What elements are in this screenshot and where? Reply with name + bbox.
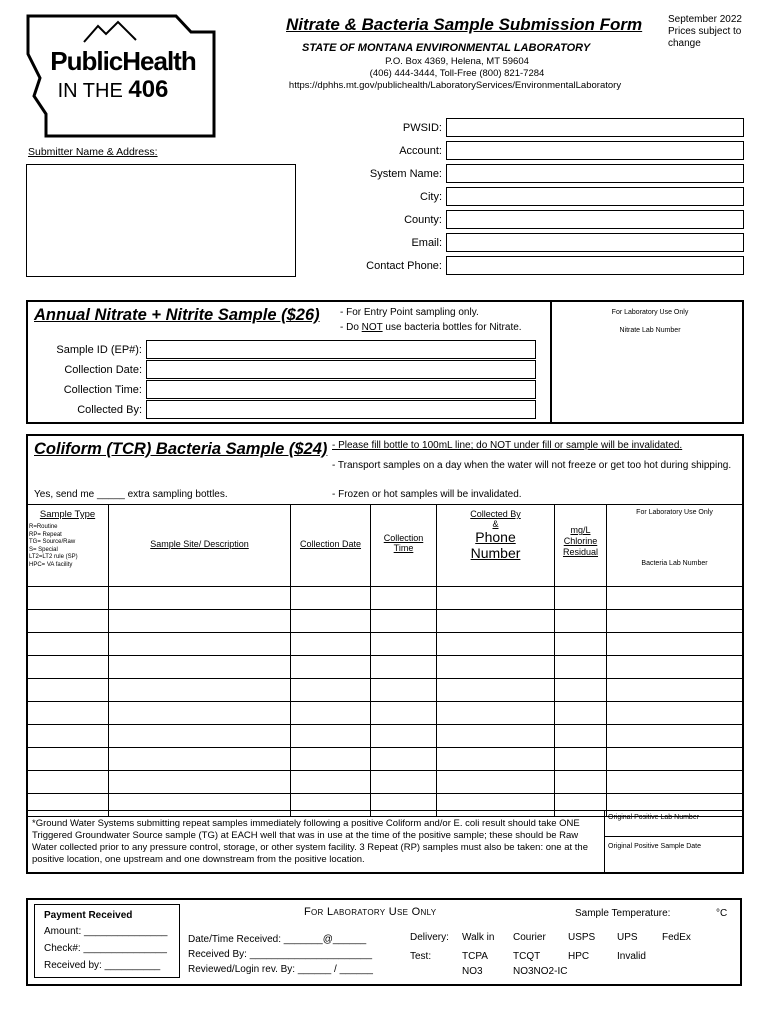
sample-cell[interactable] — [27, 656, 109, 679]
sample-cell[interactable] — [607, 656, 743, 679]
sample-cell[interactable] — [27, 702, 109, 725]
sample-type-legend-item: HPC= VA facility — [29, 561, 73, 568]
delivery-option[interactable]: Courier — [513, 932, 546, 943]
footnote-side-row-divider — [604, 836, 744, 837]
payment-check: Check#: _______________ — [44, 943, 167, 954]
date-time-received: Date/Time Received: _______@______ — [188, 934, 367, 945]
col-sample-type: Sample Type R=Routine RP= Repeat TG= Source/Raw S= Special LT2=LT2 rule (SP) HPC= VA facility — [27, 505, 109, 587]
nitrate-field-input[interactable] — [146, 380, 536, 399]
sample-cell[interactable] — [109, 771, 291, 794]
sample-cell[interactable] — [437, 771, 555, 794]
sample-cell[interactable] — [607, 587, 743, 610]
system-field-label: System Name: — [369, 168, 442, 180]
sample-cell[interactable] — [291, 748, 371, 771]
sample-row — [27, 587, 743, 610]
sample-cell[interactable] — [555, 633, 607, 656]
system-field-input[interactable] — [446, 233, 744, 252]
sample-cell[interactable] — [27, 587, 109, 610]
test-label: Test: — [410, 951, 432, 962]
nitrate-field-label: Collection Date: — [64, 364, 142, 376]
orig-positive-lab-number: Original Positive Lab Number — [608, 814, 700, 821]
system-field-label: Account: — [399, 145, 442, 157]
sample-row — [27, 748, 743, 771]
system-field-input[interactable] — [446, 164, 744, 183]
sample-type-legend-item: R=Routine — [29, 524, 58, 530]
col-collection-time: Collection Time — [371, 505, 437, 587]
sample-cell[interactable] — [27, 725, 109, 748]
sample-cell[interactable] — [371, 748, 437, 771]
footnote-side-divider — [604, 810, 605, 874]
sample-cell[interactable] — [371, 702, 437, 725]
payment-title: Payment Received — [44, 910, 133, 921]
nitrate-note-2: - Do NOT use bacteria bottles for Nitrate. — [340, 322, 522, 333]
system-field-label: Email: — [411, 237, 442, 249]
sample-cell[interactable] — [109, 610, 291, 633]
sample-row — [27, 702, 743, 725]
col-sample-site: Sample Site/ Description — [109, 505, 291, 587]
system-field-label: PWSID: — [402, 122, 442, 134]
sample-cell[interactable] — [607, 610, 743, 633]
sample-temperature: Sample Temperature: — [575, 908, 671, 919]
sample-cell[interactable] — [437, 748, 555, 771]
sample-cell[interactable] — [291, 656, 371, 679]
coliform-note-1: - Please fill bottle to 100mL line; do NOT under fill or sample will be invalidated. — [332, 440, 683, 451]
sample-cell[interactable] — [555, 679, 607, 702]
nitrate-title: Annual Nitrate + Nitrite Sample ($26) — [34, 306, 320, 324]
sample-cell[interactable] — [27, 794, 109, 817]
sample-cell[interactable] — [371, 771, 437, 794]
sample-row — [27, 771, 743, 794]
sample-cell[interactable] — [291, 771, 371, 794]
sample-cell[interactable] — [27, 679, 109, 702]
sample-cell[interactable] — [109, 587, 291, 610]
sample-cell[interactable] — [27, 610, 109, 633]
logo-publichealth: PublicHealth — [50, 46, 196, 76]
sample-cell[interactable] — [437, 610, 555, 633]
sample-cell[interactable] — [371, 610, 437, 633]
sample-cell[interactable] — [291, 633, 371, 656]
sample-cell[interactable] — [437, 679, 555, 702]
sample-cell[interactable] — [109, 633, 291, 656]
coliform-note-2: - Transport samples on a day when the water will not freeze or get too hot during shipping. — [332, 460, 732, 471]
system-field-input[interactable] — [446, 141, 744, 160]
sample-cell[interactable] — [109, 725, 291, 748]
sample-cell[interactable] — [437, 725, 555, 748]
price-notice: September 2022 Prices subject to change — [668, 14, 742, 49]
sample-cell[interactable] — [555, 771, 607, 794]
nitrate-lab-use-label: For Laboratory Use Only — [611, 309, 689, 316]
sample-cell[interactable] — [437, 587, 555, 610]
test-option[interactable]: Invalid — [617, 951, 646, 962]
lab-office-title: For Laboratory Use Only — [304, 906, 437, 918]
sample-row — [27, 725, 743, 748]
sample-cell[interactable] — [555, 610, 607, 633]
delivery-option[interactable]: USPS — [568, 932, 596, 943]
submitter-address-field[interactable] — [26, 164, 296, 277]
system-field-label: Contact Phone: — [366, 260, 442, 272]
sample-cell[interactable] — [555, 725, 607, 748]
sample-type-legend-item: S= Special — [29, 546, 58, 553]
nitrate-divider — [550, 300, 552, 424]
delivery-option[interactable]: Walk in — [462, 932, 495, 943]
logo-in-the-406: IN THE 406 — [57, 76, 169, 103]
nitrate-lab-number-label: Nitrate Lab Number — [619, 327, 681, 334]
payment-received-by: Received by: __________ — [44, 960, 161, 971]
sample-cell[interactable] — [607, 771, 743, 794]
sample-cell[interactable] — [109, 656, 291, 679]
sample-cell[interactable] — [371, 587, 437, 610]
col-lab-use: For Laboratory Use Only Bacteria Lab Number — [607, 505, 743, 587]
sample-cell[interactable] — [371, 725, 437, 748]
system-field-input[interactable] — [446, 187, 744, 206]
sample-cell[interactable] — [437, 702, 555, 725]
form-title: Nitrate & Bacteria Sample Submission Form — [286, 15, 643, 34]
sample-cell[interactable] — [27, 633, 109, 656]
system-field-input[interactable] — [446, 210, 744, 229]
sample-cell[interactable] — [555, 702, 607, 725]
lab-address: P.O. Box 4369, Helena, MT 59604 — [385, 56, 529, 67]
test-option[interactable]: TCPA — [462, 951, 488, 962]
sample-type-legend-item: RP= Repeat — [29, 531, 62, 538]
delivery-option[interactable]: UPS — [617, 932, 638, 943]
sample-cell[interactable] — [291, 725, 371, 748]
sample-cell[interactable] — [607, 748, 743, 771]
temperature-unit: °C — [716, 908, 728, 919]
nitrate-note-1: - For Entry Point sampling only. — [340, 307, 479, 318]
sample-cell[interactable] — [291, 610, 371, 633]
system-field-label: City: — [420, 191, 442, 203]
sample-cell[interactable] — [555, 587, 607, 610]
system-field-input[interactable] — [446, 256, 744, 275]
sample-cell[interactable] — [555, 656, 607, 679]
coliform-title: Coliform (TCR) Bacteria Sample ($24) — [34, 440, 328, 458]
delivery-label: Delivery: — [410, 932, 449, 943]
sample-cell[interactable] — [291, 702, 371, 725]
sample-cell[interactable] — [109, 679, 291, 702]
orig-positive-sample-date: Original Positive Sample Date — [608, 843, 701, 850]
sample-cell[interactable] — [109, 702, 291, 725]
sample-row — [27, 633, 743, 656]
sample-cell[interactable] — [555, 794, 607, 817]
extra-bottles-request: Yes, send me _____ extra sampling bottles. — [34, 489, 228, 500]
sample-cell[interactable] — [607, 702, 743, 725]
sample-cell[interactable] — [109, 794, 291, 817]
reviewed-login: Reviewed/Login rev. By: ______ / ______ — [188, 964, 373, 975]
nitrate-field-label: Sample ID (EP#): — [56, 344, 142, 356]
sample-cell[interactable] — [291, 794, 371, 817]
groundwater-footnote: *Ground Water Systems submitting repeat samples immediately following a positive Coliform and/or E. coli result should take ONE Triggered Groundwater Source sample (TG) at EACH well that was in use at the time of the positive sample; these should be Raw Water collected prior to any pressure control, storage, or other system facility. 3 Repeat (RP) samples must also be taken: one at the positive location, one upstream and one downstream from the positive location. — [32, 818, 589, 865]
received-by: Received By: ______________________ — [188, 949, 373, 960]
sample-cell[interactable] — [371, 633, 437, 656]
sample-cell[interactable] — [437, 656, 555, 679]
sample-cell[interactable] — [607, 725, 743, 748]
test-option[interactable]: HPC — [568, 951, 590, 962]
test-option[interactable]: NO3 — [462, 966, 483, 977]
sample-cell[interactable] — [27, 748, 109, 771]
sample-cell[interactable] — [437, 633, 555, 656]
sample-cell[interactable] — [437, 794, 555, 817]
sample-cell[interactable] — [607, 679, 743, 702]
sample-cell[interactable] — [291, 587, 371, 610]
sample-row — [27, 656, 743, 679]
nitrate-field-label: Collection Time: — [63, 384, 142, 396]
sample-cell[interactable] — [109, 748, 291, 771]
sample-cell[interactable] — [555, 748, 607, 771]
submitter-label: Submitter Name & Address: — [28, 146, 158, 158]
sample-type-legend-item: LT2=LT2 rule (SP) — [29, 554, 78, 560]
test-option[interactable]: TCQT — [513, 951, 541, 962]
sample-cell[interactable] — [371, 679, 437, 702]
nitrate-field-label: Collected By: — [77, 404, 142, 416]
nitrate-field-input[interactable] — [146, 400, 536, 419]
sample-cell[interactable] — [27, 771, 109, 794]
nitrate-field-input[interactable] — [146, 360, 536, 379]
sample-type-legend-item: TG= Source/Raw — [29, 539, 76, 545]
system-field-label: County: — [404, 214, 442, 226]
payment-amount: Amount: _______________ — [44, 926, 168, 937]
lab-phone: (406) 444-3444, Toll-Free (800) 821-7284 — [369, 68, 545, 79]
test-option[interactable]: NO3NO2-IC — [513, 966, 568, 977]
sample-cell[interactable] — [371, 656, 437, 679]
lab-url: https://dphhs.mt.gov/publichealth/LaboratoryServices/EnvironmentalLaboratory — [288, 80, 622, 91]
sample-cell[interactable] — [371, 794, 437, 817]
sample-cell[interactable] — [291, 679, 371, 702]
sample-row — [27, 610, 743, 633]
nitrate-field-input[interactable] — [146, 340, 536, 359]
footnote-divider — [26, 810, 744, 811]
col-collection-date: Collection Date — [291, 505, 371, 587]
coliform-note-3: - Frozen or hot samples will be invalidated. — [332, 489, 522, 500]
col-chlorine-residual: mg/L Chlorine Residual — [555, 505, 607, 587]
delivery-option[interactable]: FedEx — [662, 932, 691, 943]
col-collected-by: Collected By & Phone Number — [437, 505, 555, 587]
sample-cell[interactable] — [607, 633, 743, 656]
sample-row — [27, 679, 743, 702]
coliform-sample-table — [26, 504, 743, 817]
system-field-input[interactable] — [446, 118, 744, 137]
lab-name: STATE OF MONTANA ENVIRONMENTAL LABORATORY — [302, 42, 591, 54]
